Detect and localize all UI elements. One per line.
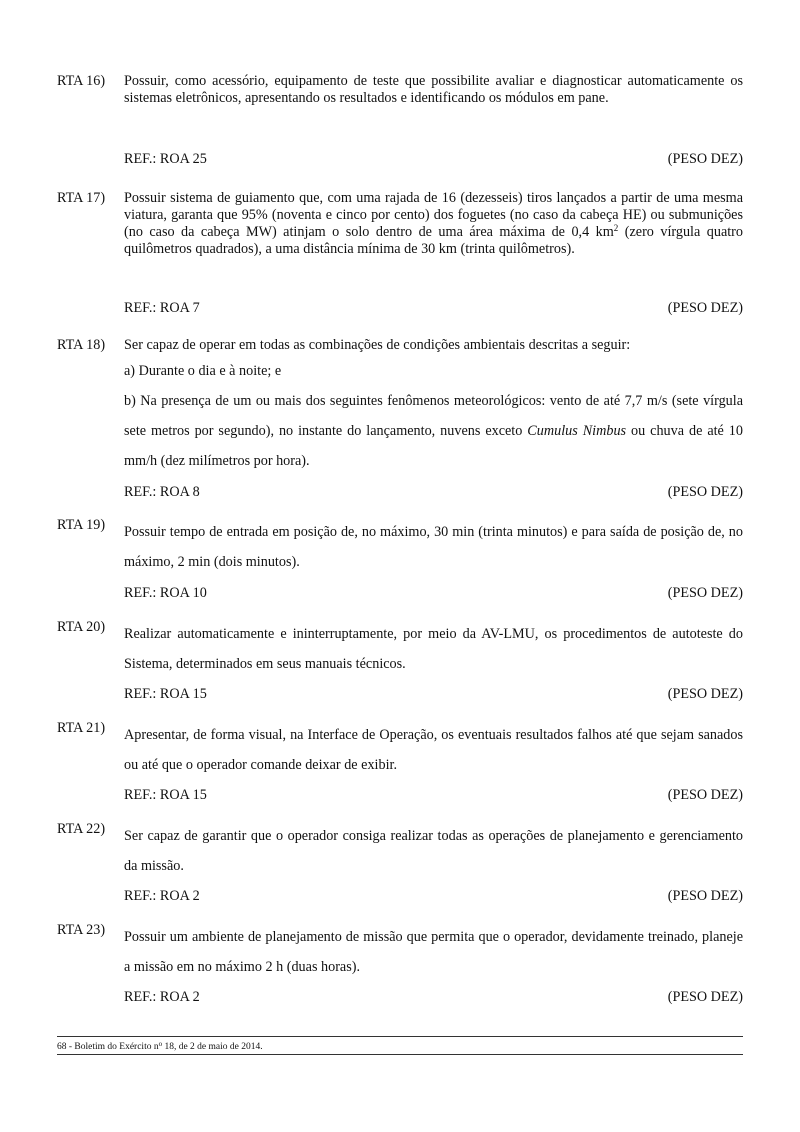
requirement-text: Possuir, como acessório, equipamento de teste que possibilite avaliar e diagnosticar automaticamente os sistemas eletrônicos, apresentando os resultados e identificando os módulos em pane. — [124, 73, 743, 106]
superscript: 2 — [613, 223, 619, 233]
weight-label: (PESO DEZ) — [667, 585, 743, 601]
requirement-text: Possuir tempo de entrada em posição de, no máximo, 30 min (trinta minutos) e para saída de posição de, no máximo, 2 min (dois minutos). — [124, 524, 743, 570]
reference-code: REF.: ROA 8 — [124, 484, 200, 500]
requirement-label: RTA 20) — [57, 619, 106, 635]
weight-label: (PESO DEZ) — [667, 787, 743, 803]
weight-label: (PESO DEZ) — [667, 300, 743, 316]
requirement-label: RTA 23) — [57, 922, 106, 938]
page-footer: 68 - Boletim do Exército $n^o$ 18, de 2 de maio de 2014. — [57, 1040, 263, 1052]
footer-rule-bottom — [57, 1054, 743, 1055]
reference-code: REF.: ROA 15 — [124, 686, 207, 702]
requirement-label: RTA 22) — [57, 821, 106, 837]
requirement-rta-16 — [57, 73, 743, 107]
requirement-text: Possuir um ambiente de planejamento de missão que permita que o operador, devidamente treinado, planeje a missão em no máximo 2 h (duas horas). — [124, 929, 743, 975]
requirement-rta-21 — [57, 720, 743, 780]
weight-label: (PESO DEZ) — [667, 151, 743, 167]
footer-rule-top — [57, 1036, 743, 1037]
sub-item-a: a) Durante o dia e à noite; e — [124, 363, 282, 379]
requirement-label: RTA 18) — [57, 337, 106, 353]
requirement-text: Possuir sistema de guiamento que, com uma rajada de 16 (dezesseis) tiros lançados a partir de uma mesma viatura, garanta que 95% (noventa e cinco por cento) dos foguetes (no caso da cabeça HE) ou submunições (no caso da cabeça MW) atinjam o solo dentro de uma área máxima de 0,4 $km^2$ (zero vírgula quatro quilômetros quadrados), a uma distância mínima de 30 km (trinta quilômetros). — [124, 190, 743, 257]
requirement-text: Ser capaz de operar em todas as combinações de condições ambientais descritas a seguir: — [124, 337, 631, 353]
weight-label: (PESO DEZ) — [667, 484, 743, 500]
reference-code: REF.: ROA 2 — [124, 888, 200, 904]
requirement-text: Apresentar, de forma visual, na Interface de Operação, os eventuais resultados falhos até que sejam sanados ou até que o operador comande deixar de exibir. — [124, 727, 743, 773]
weight-label: (PESO DEZ) — [667, 989, 743, 1005]
italic-term: Cumulus Nimbus — [527, 423, 627, 439]
reference-code: REF.: ROA 15 — [124, 787, 207, 803]
requirement-rta-17 — [57, 190, 743, 258]
requirement-rta-18-sub-a — [57, 363, 743, 380]
requirement-label: RTA 19) — [57, 517, 106, 533]
reference-code: REF.: ROA 2 — [124, 989, 200, 1005]
requirement-label: RTA 17) — [57, 190, 106, 206]
reference-code: REF.: ROA 7 — [124, 300, 200, 316]
requirement-rta-22 — [57, 821, 743, 881]
requirement-label: RTA 21) — [57, 720, 106, 736]
requirement-rta-18 — [57, 337, 743, 354]
requirement-text: Ser capaz de garantir que o operador consiga realizar todas as operações de planejamento e gerenciamento da missão. — [124, 828, 743, 874]
reference-code: REF.: ROA 10 — [124, 585, 207, 601]
weight-label: (PESO DEZ) — [667, 686, 743, 702]
requirement-rta-20 — [57, 619, 743, 679]
sub-item-b: b) Na presença de um ou mais dos seguintes fenômenos meteorológicos: vento de até 7,7 m/s (sete vírgula sete metros por segundo), no instante do lançamento, nuvens exceto Cumulus Nimbus ou chuva de até 10 mm/h (dez milímetros por hora). — [124, 393, 743, 469]
requirement-text: Realizar automaticamente e ininterruptamente, por meio da AV-LMU, os procedimentos de autoteste do Sistema, determinados em seus manuais técnicos. — [124, 626, 743, 672]
requirement-rta-23 — [57, 922, 743, 982]
requirement-rta-19 — [57, 517, 743, 577]
requirement-label: RTA 16) — [57, 73, 106, 89]
reference-code: REF.: ROA 25 — [124, 151, 207, 167]
weight-label: (PESO DEZ) — [667, 888, 743, 904]
